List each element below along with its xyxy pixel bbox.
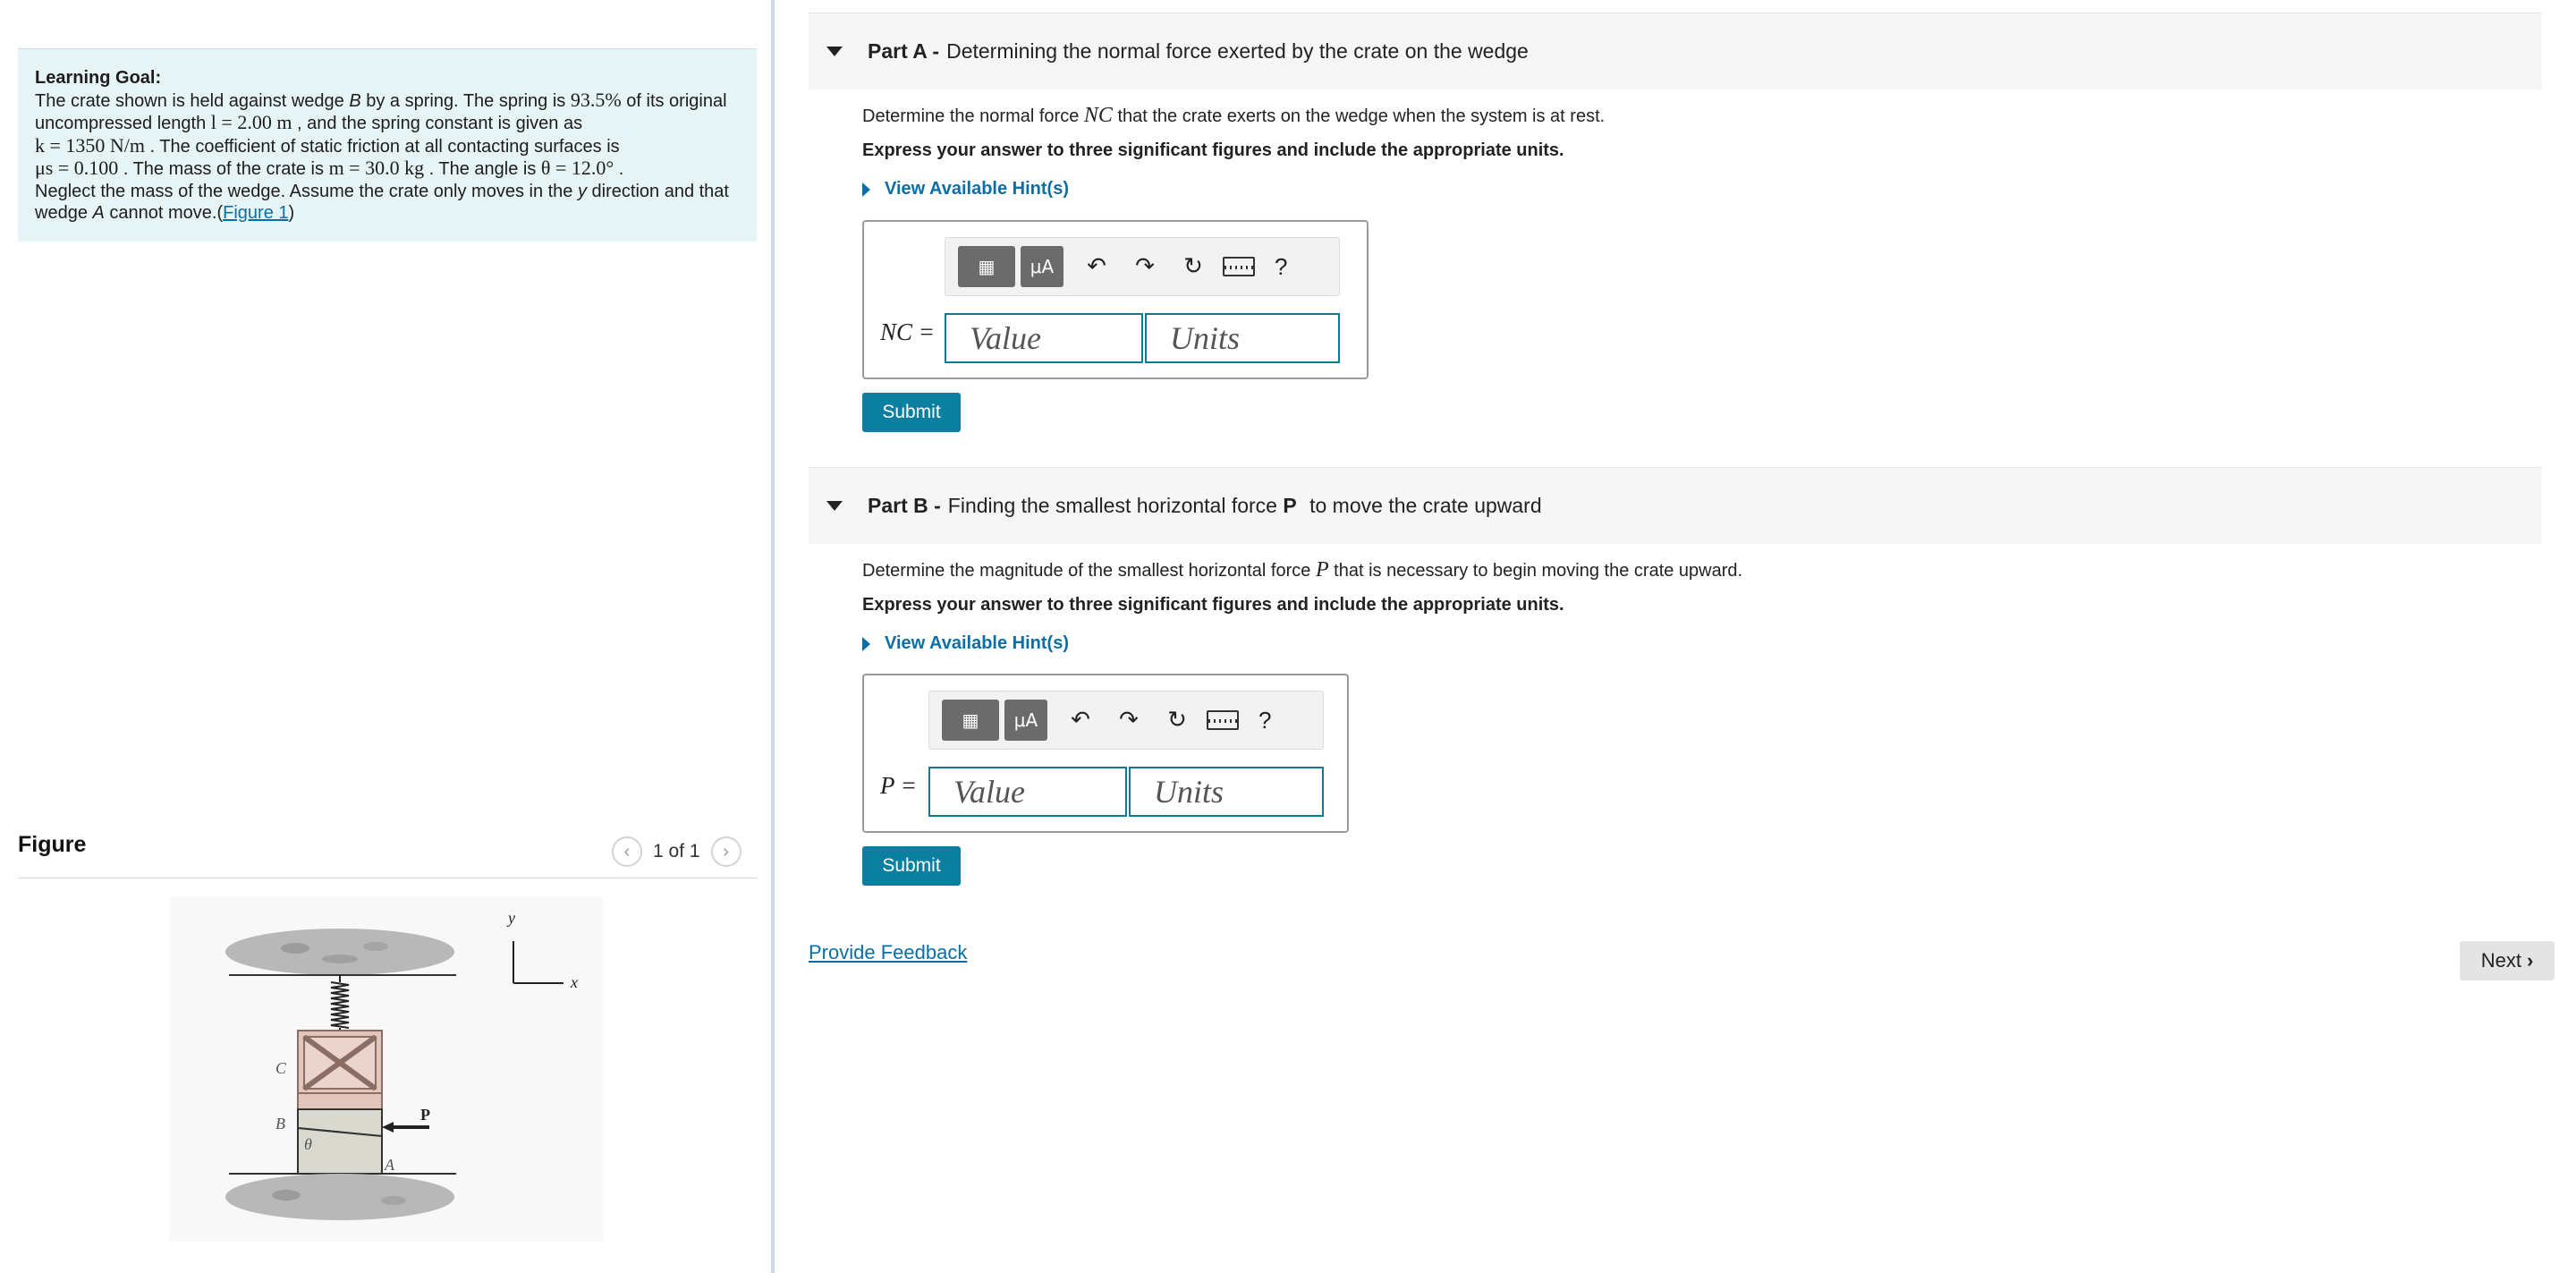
part-a-title: Determining the normal force exerted by the crate on the wedge [946, 39, 1529, 63]
caret-down-icon [826, 47, 843, 56]
caret-right-icon [862, 637, 870, 651]
part-b-value-input[interactable]: Value [928, 767, 1127, 817]
part-a-units-input[interactable]: Units [1145, 313, 1340, 363]
templates-icon[interactable]: ▦ [958, 246, 1015, 287]
chevron-right-icon: › [2526, 949, 2534, 972]
part-a-label: Part A - [868, 39, 940, 63]
crate-label: C [275, 1059, 287, 1077]
undo-icon[interactable]: ↶ [1071, 707, 1090, 734]
help-icon[interactable]: ? [1275, 252, 1288, 280]
units-icon[interactable]: μA [1004, 700, 1047, 741]
units-icon[interactable]: μA [1021, 246, 1063, 287]
y-label: y [508, 909, 515, 927]
learning-goal-line: wedge A cannot move.(Figure 1) [35, 203, 295, 223]
provide-feedback-link[interactable]: Provide Feedback [809, 941, 968, 963]
crate [298, 1031, 382, 1109]
part-a-header[interactable] [809, 13, 2542, 89]
redo-icon[interactable]: ↷ [1119, 707, 1139, 734]
learning-goal-title: Learning Goal: [35, 68, 162, 88]
next-button[interactable]: Next › [2460, 941, 2555, 980]
figure-title: Figure [18, 832, 87, 857]
part-a-hint-link[interactable]: View Available Hint(s) [862, 179, 1069, 199]
figure-link[interactable]: Figure 1 [223, 203, 289, 223]
keyboard-icon[interactable] [1207, 710, 1239, 730]
wedge-a-label: A [385, 1156, 394, 1174]
reset-icon[interactable]: ↻ [1183, 253, 1203, 280]
figure-image [170, 896, 603, 1242]
part-a-instruction: Express your answer to three significant figures and include the appropriate units. [862, 140, 1564, 160]
part-a-question: Determine the normal force NC that the crate exerts on the wedge when the system is at rest. [862, 104, 1606, 127]
keyboard-icon[interactable] [1223, 257, 1255, 276]
part-b-units-input[interactable]: Units [1129, 767, 1324, 817]
part-a-submit-button[interactable]: Submit [862, 393, 961, 432]
part-b-variable: P = [880, 772, 917, 799]
part-a-value-input[interactable]: Value [945, 313, 1143, 363]
part-b-toolbar [928, 691, 1324, 750]
part-b-label: Part B - [868, 494, 941, 517]
caret-down-icon [826, 501, 843, 511]
figure-pager [612, 836, 741, 867]
caret-right-icon [862, 182, 870, 197]
help-icon[interactable]: ? [1258, 706, 1272, 734]
angle-label: θ [304, 1135, 312, 1153]
reset-icon[interactable]: ↻ [1167, 707, 1187, 734]
wedge-crate-diagram [170, 896, 603, 1242]
x-label: x [571, 973, 578, 991]
part-b-instruction: Express your answer to three significant figures and include the appropriate units. [862, 595, 1564, 615]
part-b-answer-box [862, 674, 1349, 833]
part-b-submit-button[interactable]: Submit [862, 846, 961, 886]
redo-icon[interactable]: ↷ [1135, 253, 1155, 280]
part-b-header[interactable] [809, 467, 2542, 544]
chevron-left-icon[interactable]: ‹ [612, 836, 642, 867]
part-b-title: Finding the smallest horizontal force P to move the crate upward [947, 494, 1542, 517]
spring [331, 975, 349, 1031]
ceiling-ground [225, 929, 454, 975]
learning-goal [18, 48, 757, 242]
learning-goal-line: Neglect the mass of the wedge. Assume the crate only moves in the y direction and that [35, 181, 729, 201]
part-b-question: Determine the magnitude of the smallest horizontal force P that is necessary to begin moving the crate upward. [862, 558, 1743, 581]
learning-goal-line: μs = 0.100 . The mass of the crate is m = 30.0 kg . The angle is θ = 12.0° . [35, 157, 624, 179]
undo-icon[interactable]: ↶ [1087, 253, 1106, 280]
part-a-variable: NC = [880, 318, 935, 345]
pager-label: 1 of 1 [653, 841, 700, 861]
chevron-right-icon[interactable]: › [711, 836, 741, 867]
templates-icon[interactable]: ▦ [942, 700, 999, 741]
learning-goal-line: The crate shown is held against wedge B by a spring. The spring is 93.5% of its original [35, 88, 727, 111]
right-panel [775, 0, 2576, 1273]
force-label: P [420, 1106, 430, 1124]
part-b-hint-link[interactable]: View Available Hint(s) [862, 633, 1069, 654]
part-a-toolbar [945, 237, 1340, 296]
learning-goal-line: k = 1350 N/m . The coefficient of static friction at all contacting surfaces is [35, 133, 620, 157]
learning-goal-line: uncompressed length l = 2.00 m , and the spring constant is given as [35, 111, 583, 133]
floor-ground [225, 1174, 454, 1220]
left-panel [0, 0, 771, 1273]
wedge-b-label: B [275, 1115, 285, 1133]
part-a-answer-box [862, 220, 1368, 379]
